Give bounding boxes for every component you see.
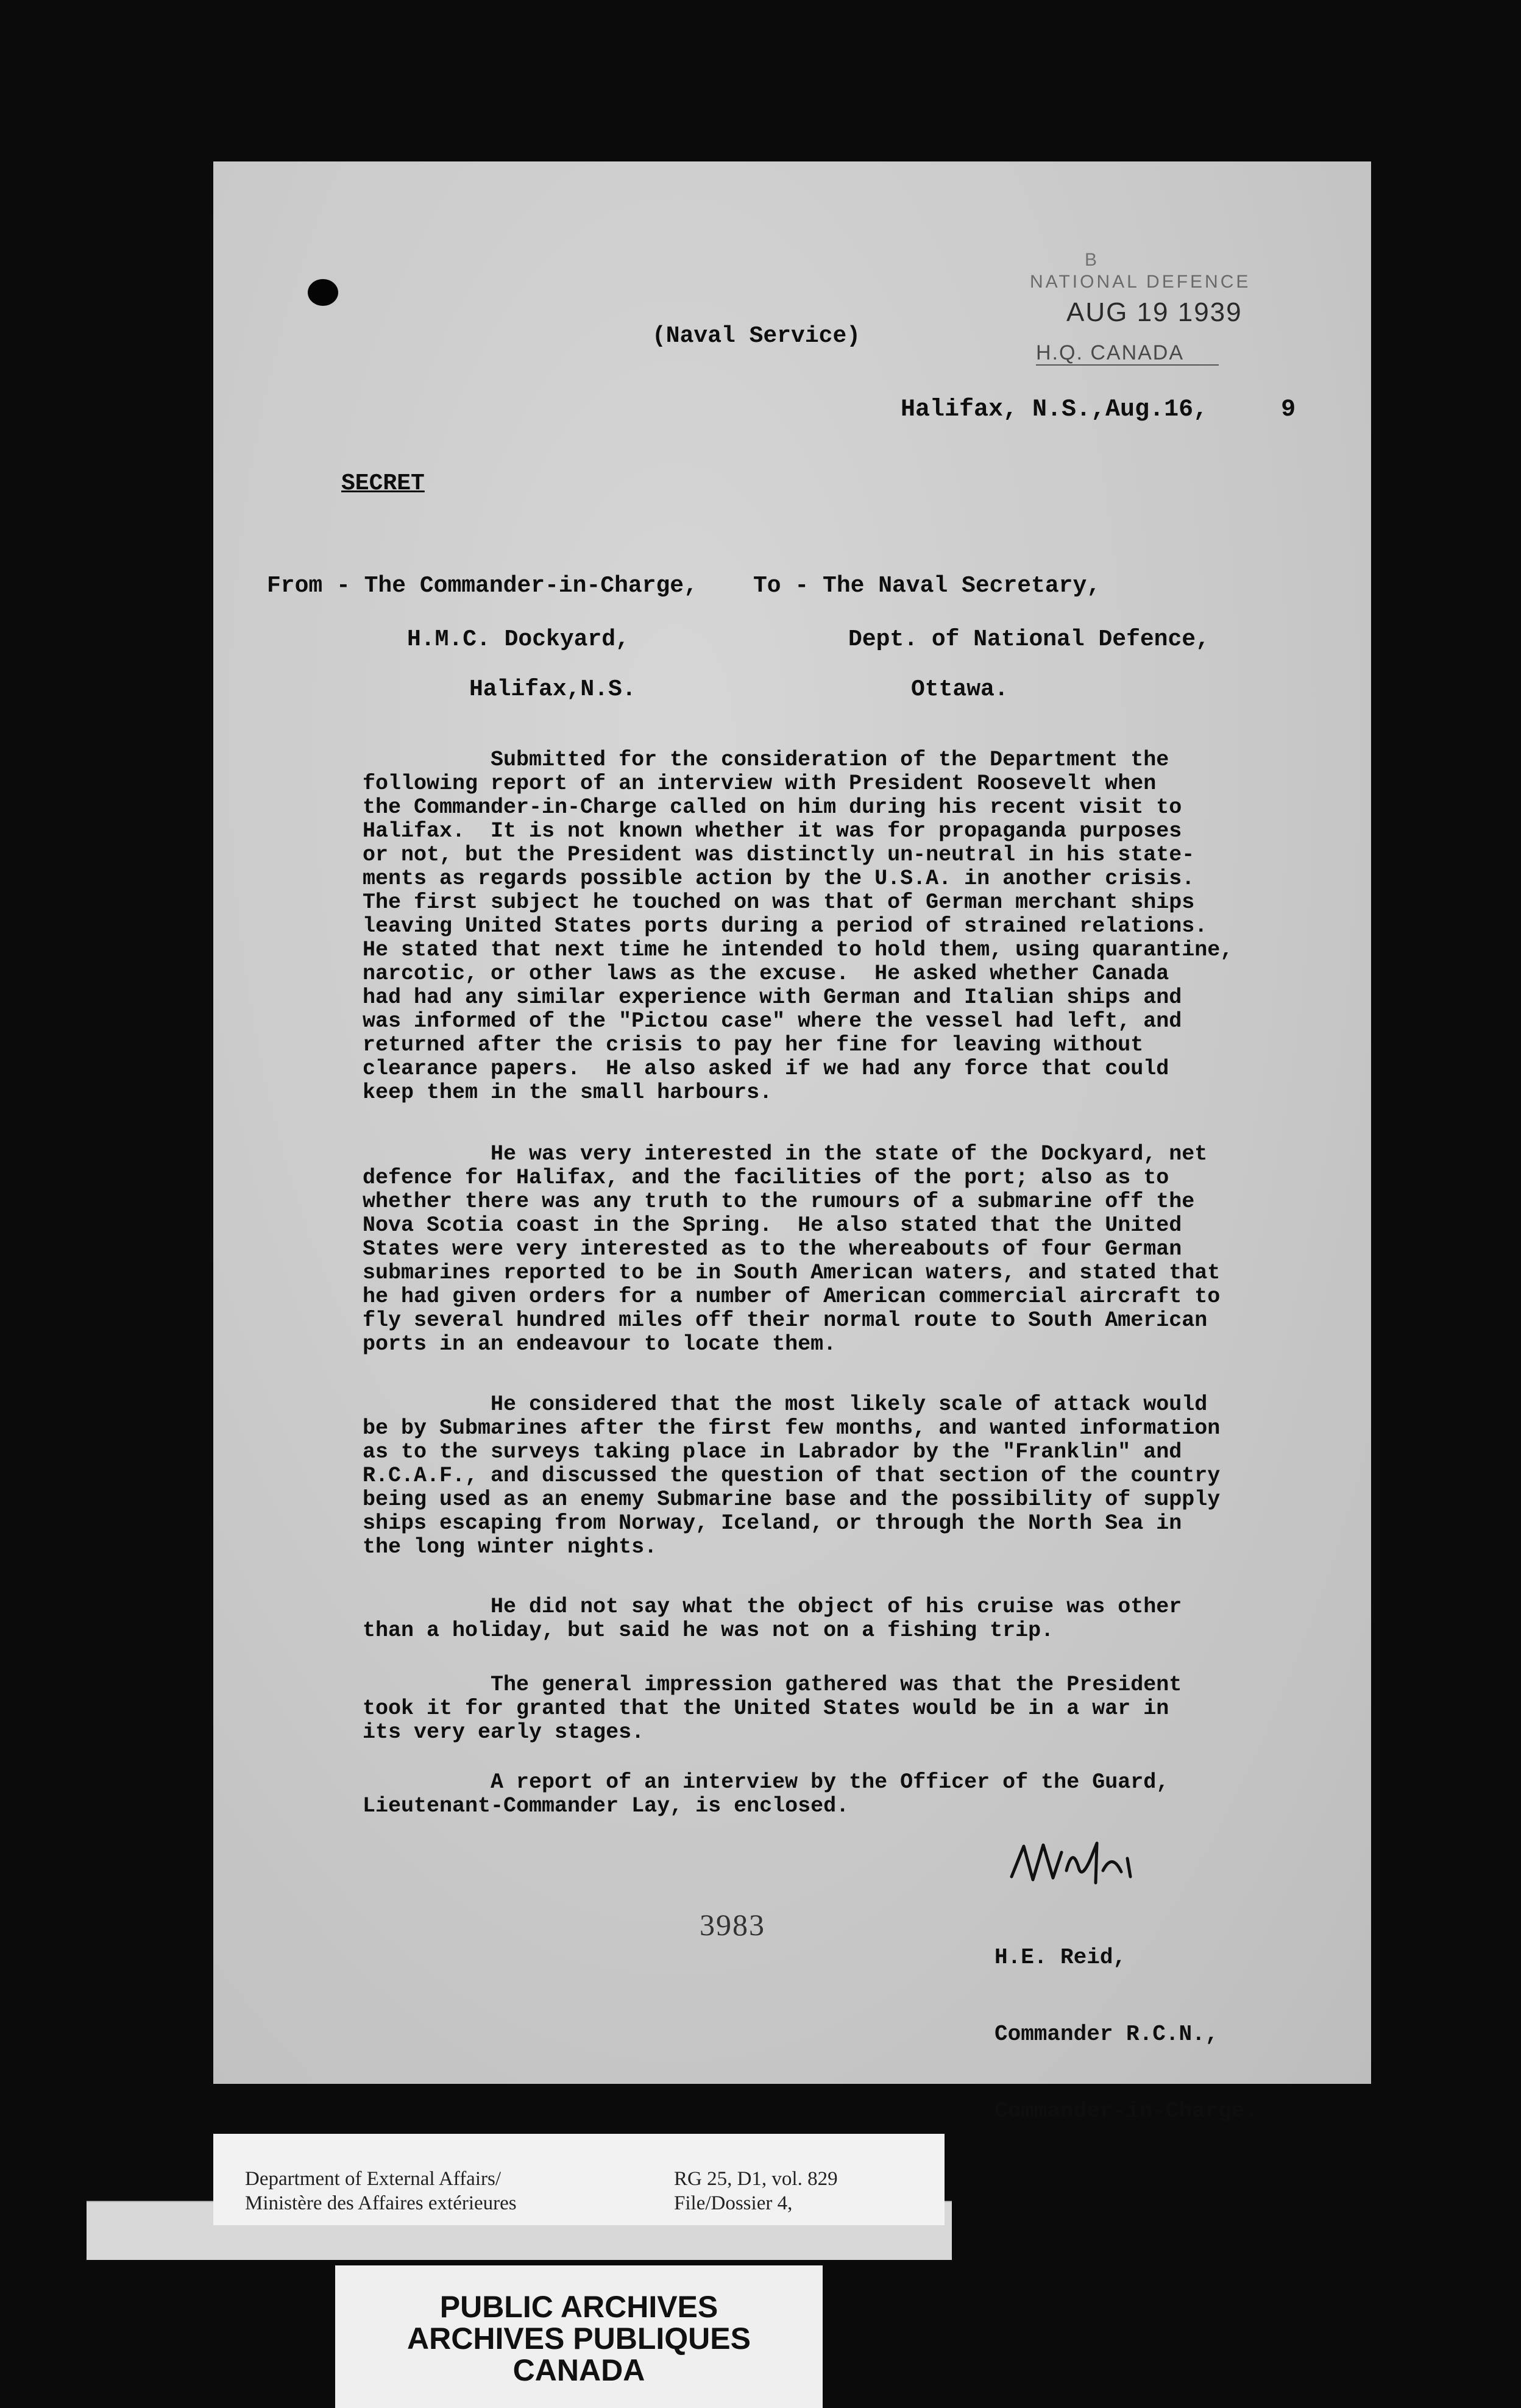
paragraph-5 xyxy=(363,1673,1368,1744)
classification-label: SECRET xyxy=(341,470,425,497)
paragraph-line: be by Submarines after the first few months, and wanted information xyxy=(363,1416,1221,1440)
paragraph-line: than a holiday, but said he was not on a fishing trip. xyxy=(363,1618,1054,1643)
handwritten-signature xyxy=(1005,1834,1188,1901)
service-heading: (Naval Service) xyxy=(652,323,861,349)
paragraph-line: being used as an enemy Submarine base and the possibility of supply xyxy=(363,1487,1221,1512)
paragraph-line: Submitted for the consideration of the Department the xyxy=(363,748,1169,772)
paragraph-line: or not, but the President was distinctly un-neutral in his state- xyxy=(363,843,1195,867)
paragraph-line: ships escaping from Norway, Iceland, or through the North Sea in xyxy=(363,1511,1182,1535)
stamp-line-4: H.Q. CANADA xyxy=(1036,341,1185,364)
paragraph-line: The first subject he touched on was that of German merchant ships xyxy=(363,890,1195,915)
paragraph-2 xyxy=(363,1142,1368,1356)
paragraph-4 xyxy=(363,1595,1368,1643)
paragraph-3 xyxy=(363,1393,1368,1559)
received-stamp xyxy=(1030,250,1261,390)
signatory-title: Commander-in-Charge. xyxy=(994,2098,1258,2123)
paragraph-line: fly several hundred miles off their normal route to South American xyxy=(363,1308,1208,1333)
paragraph-line: The general impression gathered was that the President xyxy=(363,1673,1182,1697)
paragraph-line: had had any similar experience with German and Italian ships and xyxy=(363,985,1182,1010)
file-number: 3983 xyxy=(700,1908,765,1942)
paragraph-line: its very early stages. xyxy=(363,1720,645,1744)
from-line-1: From - The Commander-in-Charge, xyxy=(267,573,698,599)
paragraph-line: returned after the crisis to pay her fine for leaving without xyxy=(363,1033,1144,1057)
paragraph-line: States were very interested as to the whereabouts of four German xyxy=(363,1237,1182,1261)
paragraph-line: ports in an endeavour to locate them. xyxy=(363,1332,837,1356)
from-line-3: Halifax,N.S. xyxy=(469,676,636,703)
from-line-2: H.M.C. Dockyard, xyxy=(407,626,629,653)
paragraph-line: defence for Halifax, and the facilities of the port; also as to xyxy=(363,1166,1169,1190)
signatory-name: H.E. Reid, xyxy=(994,1945,1127,1970)
paragraph-line: was informed of the "Pictou case" where the vessel had left, and xyxy=(363,1009,1182,1033)
paragraph-line: submarines reported to be in South American waters, and stated that xyxy=(363,1261,1221,1285)
paragraph-line: He considered that the most likely scale of attack would xyxy=(363,1392,1208,1417)
punch-hole xyxy=(308,279,338,306)
paragraph-line: whether there was any truth to the rumours of a submarine off the xyxy=(363,1189,1195,1214)
paragraph-line: He was very interested in the state of the Dockyard, net xyxy=(363,1142,1208,1166)
paragraph-line: He stated that next time he intended to hold them, using quarantine, xyxy=(363,938,1233,962)
paragraph-line: keep them in the small harbours. xyxy=(363,1080,773,1105)
banner-line-1: PUBLIC ARCHIVES xyxy=(439,2290,718,2324)
paragraph-line: the long winter nights. xyxy=(363,1535,658,1559)
paragraph-line: clearance papers. He also asked if we had any force that could xyxy=(363,1057,1169,1081)
department-fr: Ministère des Affaires extérieures xyxy=(245,2192,517,2214)
public-archives-banner xyxy=(335,2265,823,2408)
to-line-2: Dept. of National Defence, xyxy=(848,626,1210,653)
signatory-rank: Commander R.C.N., xyxy=(994,2022,1219,2047)
paragraph-line: ments as regards possible action by the U.S.A. in another crisis. xyxy=(363,866,1195,891)
signature-block xyxy=(994,1894,1258,2150)
stamp-line-1: B xyxy=(1085,250,1099,270)
stamp-date: AUG 19 1939 xyxy=(1066,297,1243,327)
to-line-1: To - The Naval Secretary, xyxy=(753,573,1101,599)
paragraph-1 xyxy=(363,748,1368,1105)
stamp-line-2: NATIONAL DEFENCE xyxy=(1030,272,1251,292)
department-en: Department of External Affairs/ xyxy=(245,2168,501,2190)
paragraph-6 xyxy=(363,1771,1368,1818)
dateline: Halifax, N.S.,Aug.16, 9 xyxy=(901,396,1296,423)
archive-reference-label xyxy=(213,2134,945,2225)
paragraph-line: Halifax. It is not known whether it was for propaganda purposes xyxy=(363,819,1182,843)
paragraph-line: A report of an interview by the Officer of the Guard, xyxy=(363,1770,1169,1794)
paragraph-line: Lieutenant-Commander Lay, is enclosed. xyxy=(363,1794,849,1818)
to-line-3: Ottawa. xyxy=(911,676,1009,703)
paragraph-line: leaving United States ports during a period of strained relations. xyxy=(363,914,1208,938)
banner-line-2: ARCHIVES PUBLIQUES xyxy=(407,2321,751,2356)
record-group: RG 25, D1, vol. 829 xyxy=(674,2168,838,2190)
department-names xyxy=(245,2167,517,2215)
paragraph-line: took it for granted that the United States would be in a war in xyxy=(363,1696,1169,1721)
paragraph-line: He did not say what the object of his cruise was other xyxy=(363,1595,1182,1619)
paragraph-line: the Commander-in-Charge called on him during his recent visit to xyxy=(363,795,1182,820)
paragraph-line: he had given orders for a number of American commercial aircraft to xyxy=(363,1284,1221,1309)
paragraph-line: narcotic, or other laws as the excuse. He asked whether Canada xyxy=(363,961,1169,986)
paragraph-line: R.C.A.F., and discussed the question of that section of the country xyxy=(363,1464,1221,1488)
stamp-rule xyxy=(1036,364,1219,366)
file-dossier: File/Dossier 4, xyxy=(674,2192,793,2214)
archive-reference xyxy=(674,2167,838,2215)
paragraph-line: following report of an interview with President Roosevelt when xyxy=(363,771,1157,796)
paragraph-line: Nova Scotia coast in the Spring. He also stated that the United xyxy=(363,1213,1182,1238)
banner-line-3: CANADA xyxy=(512,2353,645,2387)
paragraph-line: as to the surveys taking place in Labrador by the "Franklin" and xyxy=(363,1440,1182,1464)
